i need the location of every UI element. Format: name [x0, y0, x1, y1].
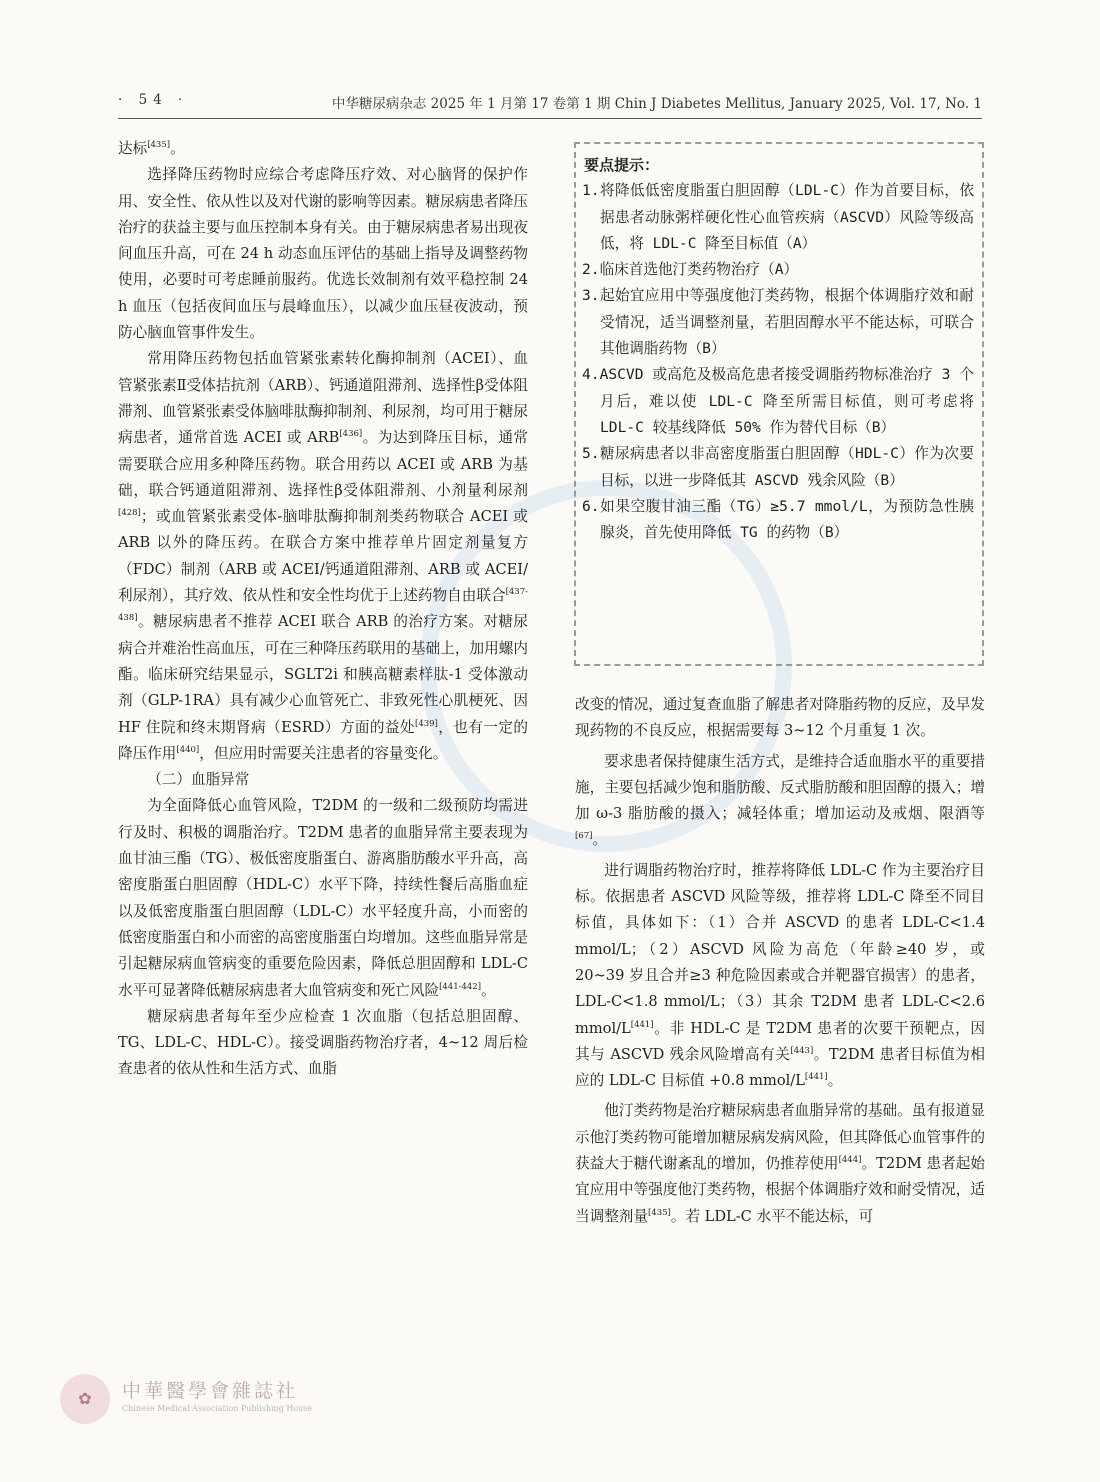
- publisher-name-english: Chinese Medical Association Publishing House: [122, 1404, 313, 1413]
- citation: [435]: [147, 140, 171, 150]
- paragraph: 糖尿病患者每年至少应检查 1 次血脂（包括总胆固醇、TG、LDL-C、HDL-C）。接受调脂药物治疗者，4~12 周后检查患者的依从性和生活方式、血脂: [118, 1007, 528, 1078]
- paragraph: 常用降压药物包括血管紧张素转化酶抑制剂（ACEI）、血管紧张素Ⅱ受体拮抗剂（ARB）、钙通道阻滞剂、选择性β受体阻滞剂、血管紧张素受体脑啡肽酶抑制剂、利尿剂，均可用于糖尿病患者，通常首选 ACEI 或 ARB[436]。为达到降压目标，通常需要联合应用多种降压药物。联合用药以 ACEI 或 ARB 为基础，联合钙通道阻滞剂、选择性β受体阻滞剂、小剂量利尿剂[428]；或血管紧张素受体-脑啡肽酶抑制剂类药物联合 ACEI 或 ARB 以外的降压药。在联合方案中推荐单片固定剂量复方（FDC）制剂（ARB 或 ACEI/钙通道阻滞剂、ARB 或 ACEI/利尿剂），其疗效、依从性和安全性均优于上述药物自由联合[437-438]。糖尿病患者不推荐 ACEI 联合 ARB 的治疗方案。对糖尿病合并难治性高血压，可在三种降压药联用的基础上，加用螺内酯。临床研究结果显示，SGLT2i 和胰高糖素样肽-1 受体激动剂（GLP-1RA）具有减少心血管死亡、非致死性心肌梗死、因 HF 住院和终末期肾病（ESRD）方面的益处[439]，也有一定的降压作用[440]，但应用时需要关注患者的容量变化。: [118, 350, 528, 762]
- header-rule: [118, 118, 982, 119]
- right-column: [575, 692, 985, 1230]
- paragraph: 选择降压药物时应综合考虑降压疗效、对心脑肾的保护作用、安全性、依从性以及对代谢的影响等因素。糖尿病患者降压治疗的获益主要与血压控制本身有关。由于糖尿病患者易出现夜间血压升高，可在 24 h 动态血压评估的基础上指导及调整药物使用，必要时可考虑睡前服药。优选长效制剂有效平稳控制 24 h 血压（包括夜间血压与晨峰血压），以减少血压昼夜波动，预防心脑血管事件发生。: [118, 166, 528, 342]
- paragraph: 达标[435]。: [118, 140, 185, 157]
- page-number: · 54 ·: [118, 92, 189, 108]
- key-points-box: [574, 142, 984, 666]
- paragraph: 改变的情况，通过复查血脂了解患者对降脂药物的反应，及早发现药物的不良反应，根据需要每 3~12 个月重复 1 次。: [575, 696, 985, 740]
- paragraph: 为全面降低心血管风险，T2DM 的一级和二级预防均需进行及时、积极的调脂治疗。T2DM 患者的血脂异常主要表现为血甘油三酯（TG）、极低密度脂蛋白、游离脂肪酸水平升高，高密度脂蛋白胆固醇（HDL-C）水平下降，持续性餐后高脂血症以及低密度脂蛋白胆固醇（LDL-C）水平轻度升高，小而密的低密度脂蛋白和小而密的高密度脂蛋白均增加。这些血脂异常是引起糖尿病血管病变的重要危险因素，降低总胆固醇和 LDL-C 水平可显著降低糖尿病患者大血管病变和死亡风险[441-442]。: [118, 797, 528, 999]
- citation: [443]: [790, 1045, 814, 1056]
- citation: [67]: [575, 831, 593, 842]
- key-point-item: 5.糖尿病患者以非高密度脂蛋白胆固醇（HDL-C）作为次要目标，以进一步降低其 ASCVD 残余风险（B）: [582, 445, 974, 489]
- section-heading: （二）血脂异常: [147, 771, 250, 789]
- key-points-title: 要点提示：: [584, 156, 660, 174]
- publisher-logo: [60, 1372, 360, 1432]
- key-point-item: 1.将降低低密度脂蛋白胆固醇（LDL-C）作为首要目标，依据患者动脉粥样硬化性心血管疾病（ASCVD）风险等级高低，将 LDL-C 降至目标值（A）: [582, 182, 974, 252]
- citation: [441-442]: [439, 981, 482, 992]
- paragraph: 进行调脂药物治疗时，推荐将降低 LDL-C 作为主要治疗目标。依据患者 ASCVD 风险等级，推荐将 LDL-C 降至不同目标值，具体如下：（1）合并 ASCVD 的患者 LDL-C<1.4 mmol/L；（2）ASCVD 风险为高危（年龄≥40 岁，或 20~39 岁且合并≥3 种危险因素或合并靶器官损害）的患者，LDL-C<1.8 mmol/L；（3）其余 T2DM 患者 LDL-C<2.6 mmol/L[441]。非 HDL-C 是 T2DM 患者的次要干预靶点，因其与 ASCVD 残余风险增高有关[443]。T2DM 患者目标值为相应的 LDL-C 目标值 +0.8 mmol/L[441]。: [575, 861, 985, 1090]
- citation: [441]: [630, 1019, 654, 1030]
- citation: [444]: [838, 1155, 862, 1166]
- key-point-item: 6.如果空腹甘油三酯（TG）≥5.7 mmol/L，为预防急性胰腺炎，首先使用降低 TG 的药物（B）: [582, 497, 974, 542]
- publisher-name: 中華醫學會雜誌社: [122, 1380, 299, 1402]
- journal-citation: 中华糖尿病杂志 2025 年 1 月第 17 卷第 1 期 Chin J Diabetes Mellitus, January 2025, Vol. 17, No. 1: [331, 96, 982, 112]
- left-column: [118, 136, 528, 1083]
- paragraph: 要求患者保持健康生活方式，是维持合适血脂水平的重要措施，主要包括减少饱和脂肪酸、反式脂肪酸和胆固醇的摄入；增加 ω-3 脂肪酸的摄入；减轻体重；增加运动及戒烟、限酒等[67]。: [575, 752, 985, 849]
- running-header: [118, 92, 982, 114]
- key-point-item: 3.起始宜应用中等强度他汀类药物，根据个体调脂疗效和耐受情况，适当调整剂量，若胆固醇水平不能达标，可联合其他调脂药物（B）: [582, 287, 974, 358]
- citation: [428]: [118, 508, 141, 519]
- citation: [441]: [804, 1072, 828, 1083]
- paragraph: 他汀类药物是治疗糖尿病患者血脂异常的基础。虽有报道显示他汀类药物可能增加糖尿病发病风险，但其降低心血管事件的获益大于糖代谢紊乱的增加，仍推荐使用[444]。T2DM 患者起始宜应用中等强度他汀类药物，根据个体调脂疗效和耐受情况，适当调整剂量[435]。若 LDL-C 水平不能达标，可: [575, 1102, 985, 1225]
- citation: [436]: [339, 429, 363, 440]
- citation: [440]: [176, 744, 200, 755]
- key-point-item: 4.ASCVD 或高危及极高危患者接受调脂药物标准治疗 3 个月后，难以使 LDL-C 降至所需目标值，则可考虑将 LDL-C 较基线降低 50% 作为替代目标（B）: [582, 366, 974, 436]
- publisher-seal-icon: ✿: [60, 1374, 110, 1424]
- citation: [437-438]: [118, 587, 528, 624]
- key-point-item: 2.临床首选他汀类药物治疗（A）: [582, 261, 799, 279]
- citation: [435]: [647, 1207, 671, 1218]
- citation: [439]: [415, 718, 438, 729]
